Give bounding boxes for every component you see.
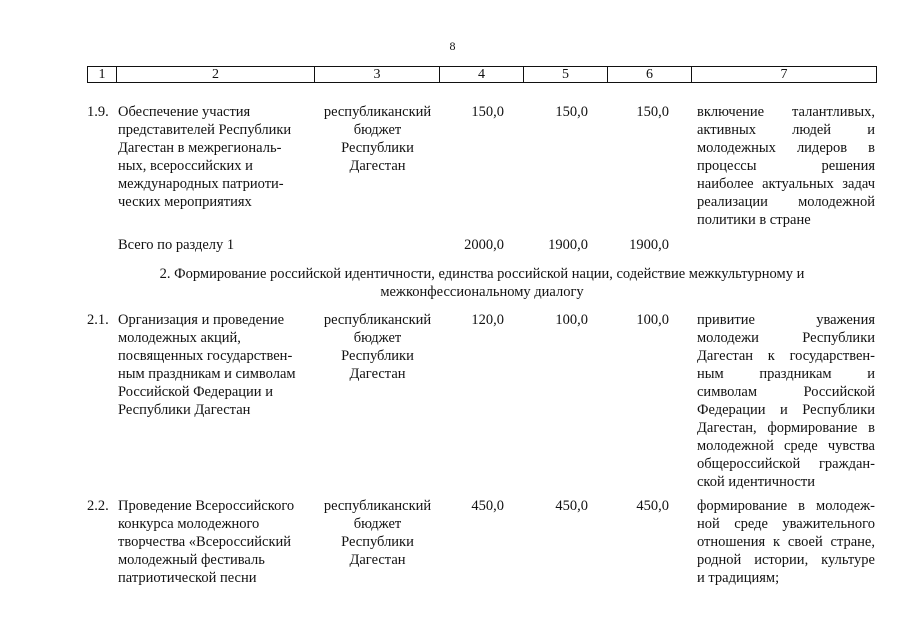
name-line: молодежный фестиваль: [118, 552, 265, 568]
result-line: отношения к своей стране,: [697, 534, 875, 550]
header-col-6: 6: [608, 67, 692, 82]
result-line: привитие уважения: [697, 312, 875, 328]
result-line: общероссийской граждан-: [697, 456, 875, 472]
result-line: политики в стране: [697, 212, 811, 228]
source-line: Дагестан: [349, 552, 406, 568]
section-title-line: 2. Формирование российской идентичности, единства российской нации, содействие межкультурному и: [159, 266, 805, 282]
total-value-col-4: 2000,0: [464, 237, 504, 253]
section-title-line: межконфессиональному диалогу: [380, 284, 584, 300]
result-line: Дагестан к государствен-: [697, 348, 875, 364]
value-col-5: 150,0: [555, 104, 588, 120]
value-col-6: 450,0: [636, 498, 669, 514]
source-line: Республики: [341, 140, 414, 156]
name-line: Дагестан в межрегиональ-: [118, 140, 282, 156]
result-line: символам Российской: [697, 384, 875, 400]
header-col-1: 1: [88, 67, 117, 82]
total-label: Всего по разделу 1: [118, 237, 235, 253]
source-line: республиканский: [323, 498, 432, 514]
value-col-4: 150,0: [471, 104, 504, 120]
source-line: республиканский: [323, 312, 432, 328]
table-header: [87, 66, 877, 83]
activity-name: [118, 311, 308, 419]
section-title: [87, 265, 877, 301]
name-line: ным праздникам и символам: [118, 366, 296, 382]
row-number: 2.1.: [87, 312, 109, 328]
total-value-col-5: 1900,0: [548, 237, 588, 253]
result-line: молодежи Республики: [697, 330, 875, 346]
result-line: включение талантливых,: [697, 104, 875, 120]
row-number: 2.2.: [87, 498, 109, 514]
result-line: ным праздникам и: [697, 366, 875, 382]
source-line: бюджет: [353, 122, 402, 138]
source-line: Республики: [341, 534, 414, 550]
name-line: творчества «Всероссийский: [118, 534, 292, 550]
value-col-5: 100,0: [555, 312, 588, 328]
source-line: Республики: [341, 348, 414, 364]
value-col-4: 120,0: [471, 312, 504, 328]
header-col-3: 3: [315, 67, 440, 82]
name-line: посвященных государствен-: [118, 348, 293, 364]
page-number: 8: [449, 39, 456, 53]
funding-source: [315, 497, 440, 569]
name-line: ных, всероссийских и: [118, 158, 253, 174]
value-col-6: 150,0: [636, 104, 669, 120]
header-col-4: 4: [440, 67, 524, 82]
name-line: Организация и проведение: [118, 312, 285, 328]
result-line: и традициям;: [697, 570, 780, 586]
source-line: бюджет: [353, 516, 402, 532]
total-value-col-6: 1900,0: [629, 237, 669, 253]
value-col-5: 450,0: [555, 498, 588, 514]
header-col-7: 7: [780, 67, 788, 82]
funding-source: [315, 311, 440, 383]
result-line: ной среде уважительного: [697, 516, 875, 532]
result-line: Федерации и Республики: [697, 402, 875, 418]
name-line: ческих мероприятиях: [118, 194, 252, 210]
source-line: бюджет: [353, 330, 402, 346]
result-line: процессы решения: [697, 158, 875, 174]
header-col-2: 2: [117, 67, 315, 82]
result-line: молодежной среде чувства: [697, 438, 875, 454]
activity-name: [118, 103, 308, 211]
value-col-4: 450,0: [471, 498, 504, 514]
name-line: молодежных акций,: [118, 330, 241, 346]
expected-result: [697, 497, 875, 587]
result-line: Дагестан, формирование в: [697, 420, 875, 436]
name-line: конкурса молодежного: [118, 516, 260, 532]
name-line: Проведение Всероссийского: [118, 498, 295, 514]
source-line: Дагестан: [349, 158, 406, 174]
name-line: Российской Федерации и: [118, 384, 273, 400]
result-line: формирование в молодеж-: [697, 498, 875, 514]
result-line: молодежных лидеров в: [697, 140, 875, 156]
name-line: Обеспечение участия: [118, 104, 251, 120]
result-line: родной истории, культуре: [697, 552, 875, 568]
result-line: наиболее актуальных задач: [697, 176, 875, 192]
result-line: активных людей и: [697, 122, 875, 138]
value-col-6: 100,0: [636, 312, 669, 328]
header-col-5: 5: [524, 67, 608, 82]
result-line: ской идентичности: [697, 474, 816, 490]
expected-result: [697, 311, 875, 491]
name-line: патриотической песни: [118, 570, 257, 586]
row-number: 1.9.: [87, 104, 109, 120]
name-line: международных патриоти-: [118, 176, 284, 192]
result-line: реализации молодежной: [697, 194, 875, 210]
source-line: Дагестан: [349, 366, 406, 382]
funding-source: [315, 103, 440, 175]
name-line: представителей Республики: [118, 122, 292, 138]
source-line: республиканский: [323, 104, 432, 120]
activity-name: [118, 497, 308, 587]
expected-result: [697, 103, 875, 229]
name-line: Республики Дагестан: [118, 402, 251, 418]
